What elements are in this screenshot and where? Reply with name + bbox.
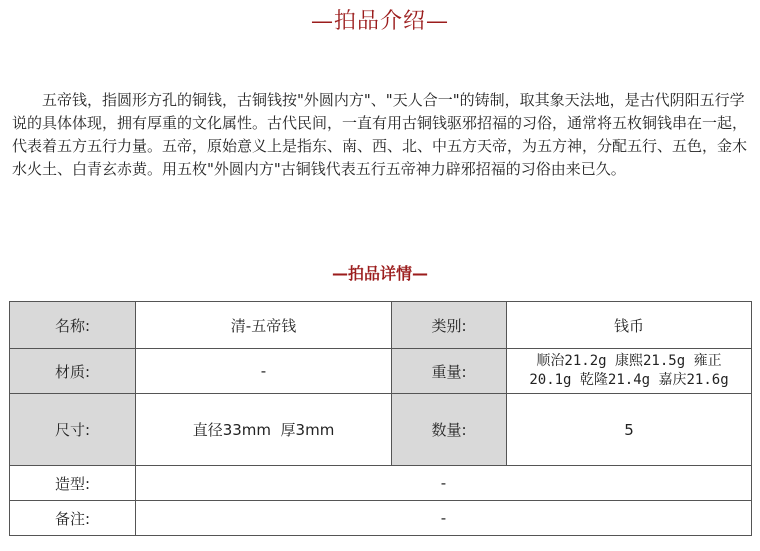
quantity-label: 数量:	[392, 394, 507, 466]
remark-value: -	[136, 501, 752, 536]
details-table	[9, 301, 752, 536]
category-value: 钱币	[507, 302, 752, 349]
weight-label: 重量:	[392, 349, 507, 394]
material-label: 材质:	[10, 349, 136, 394]
category-label: 类别:	[392, 302, 507, 349]
name-value: 清-五帝钱	[136, 302, 392, 349]
introduction-paragraph: 五帝钱，指圆形方孔的铜钱，古铜钱按"外圆内方"、"天人合一"的铸制，取其象天法地，是古代阴阳五行学说的具体体现，拥有厚重的文化属性。古代民间，一直有用古铜钱驱邪招福的习俗，通常将五枚铜钱串在一起，代表着五方五行力量。五帝，原始意义上是指东、南、西、北、中五方天帝，为五方神，分配五行、五色，金木水火土、白青玄赤黄。用五枚"外圆内方"古铜钱代表五行五帝神力辟邪招福的习俗由来已久。	[12, 91, 748, 178]
weight-value-line-2: 20.1g 乾隆21.4g 嘉庆21.6g	[529, 372, 729, 388]
weight-value	[507, 349, 752, 394]
shape-value: -	[136, 466, 752, 501]
table-row	[10, 394, 752, 466]
name-label: 名称:	[10, 302, 136, 349]
table-row	[10, 349, 752, 394]
shape-label: 造型:	[10, 466, 136, 501]
remark-label: 备注:	[10, 501, 136, 536]
weight-value-line-1: 顺治21.2g 康熙21.5g 雍正	[536, 353, 722, 369]
section-title-introduction: —拍品介绍—	[310, 9, 449, 34]
size-value: 直径33mm 厚3mm	[136, 394, 392, 466]
material-value: -	[136, 349, 392, 394]
section-title-details: —拍品详情—	[331, 264, 428, 283]
table-row	[10, 466, 752, 501]
table-row	[10, 302, 752, 349]
table-row	[10, 501, 752, 536]
size-label: 尺寸:	[10, 394, 136, 466]
quantity-value: 5	[507, 394, 752, 466]
